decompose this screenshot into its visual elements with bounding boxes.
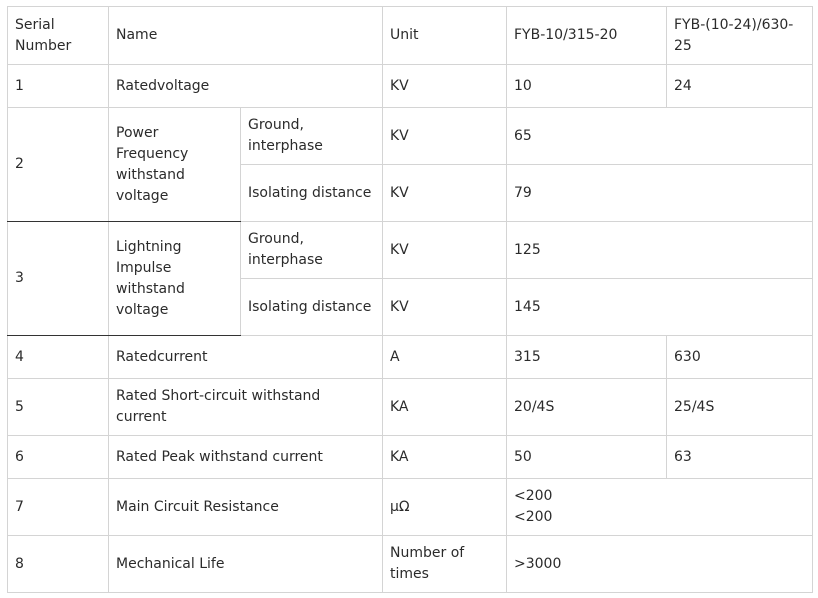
header-row [8, 7, 813, 65]
value-b-cell: 630 [667, 336, 813, 379]
name-cell: Power Frequency withstand voltage [109, 108, 241, 222]
value-b-cell: 24 [667, 65, 813, 108]
unit-cell: μΩ [383, 479, 507, 536]
value-line: <200 [514, 509, 553, 525]
value-cell: 125 [507, 222, 813, 279]
unit-cell: KA [383, 436, 507, 479]
unit-cell: KV [383, 165, 507, 222]
header-model-b: FYB-(10-24)/630-25 [667, 7, 813, 65]
sub-name-cell: Isolating distance [241, 165, 383, 222]
serial-cell: 5 [8, 379, 109, 436]
serial-cell: 2 [8, 108, 109, 222]
unit-cell: A [383, 336, 507, 379]
value-a-cell: 50 [507, 436, 667, 479]
name-cell: Mechanical Life [109, 536, 383, 593]
value-b-cell: 25/4S [667, 379, 813, 436]
serial-cell: 6 [8, 436, 109, 479]
value-cell: 65 [507, 108, 813, 165]
serial-cell: 3 [8, 222, 109, 336]
table-row [8, 65, 813, 108]
sub-name-cell: Ground, interphase [241, 108, 383, 165]
header-unit: Unit [383, 7, 507, 65]
table-row [8, 479, 813, 536]
table-row [8, 436, 813, 479]
value-a-cell: 10 [507, 65, 667, 108]
unit-cell: Number of times [383, 536, 507, 593]
value-cell [507, 479, 813, 536]
serial-cell: 7 [8, 479, 109, 536]
serial-cell: 1 [8, 65, 109, 108]
unit-cell: KA [383, 379, 507, 436]
unit-cell: KV [383, 65, 507, 108]
value-a-cell: 315 [507, 336, 667, 379]
table-row [8, 336, 813, 379]
name-cell: Ratedcurrent [109, 336, 383, 379]
sub-name-cell: Ground, interphase [241, 222, 383, 279]
value-line: <200 [514, 488, 553, 504]
name-cell: Lightning Impulse withstand voltage [109, 222, 241, 336]
sub-name-cell: Isolating distance [241, 279, 383, 336]
name-cell: Ratedvoltage [109, 65, 383, 108]
table-row [8, 379, 813, 436]
unit-cell: KV [383, 108, 507, 165]
name-cell: Rated Short-circuit withstand current [109, 379, 383, 436]
table-row [8, 108, 813, 165]
name-cell: Main Circuit Resistance [109, 479, 383, 536]
header-serial: Serial Number [8, 7, 109, 65]
table-row [8, 536, 813, 593]
value-cell: >3000 [507, 536, 813, 593]
header-model-a: FYB-10/315-20 [507, 7, 667, 65]
value-b-cell: 63 [667, 436, 813, 479]
serial-cell: 8 [8, 536, 109, 593]
unit-cell: KV [383, 222, 507, 279]
value-cell: 79 [507, 165, 813, 222]
value-a-cell: 20/4S [507, 379, 667, 436]
name-cell: Rated Peak withstand current [109, 436, 383, 479]
header-name: Name [109, 7, 383, 65]
serial-cell: 4 [8, 336, 109, 379]
unit-cell: KV [383, 279, 507, 336]
value-cell: 145 [507, 279, 813, 336]
table-row [8, 222, 813, 279]
spec-table [7, 6, 813, 593]
